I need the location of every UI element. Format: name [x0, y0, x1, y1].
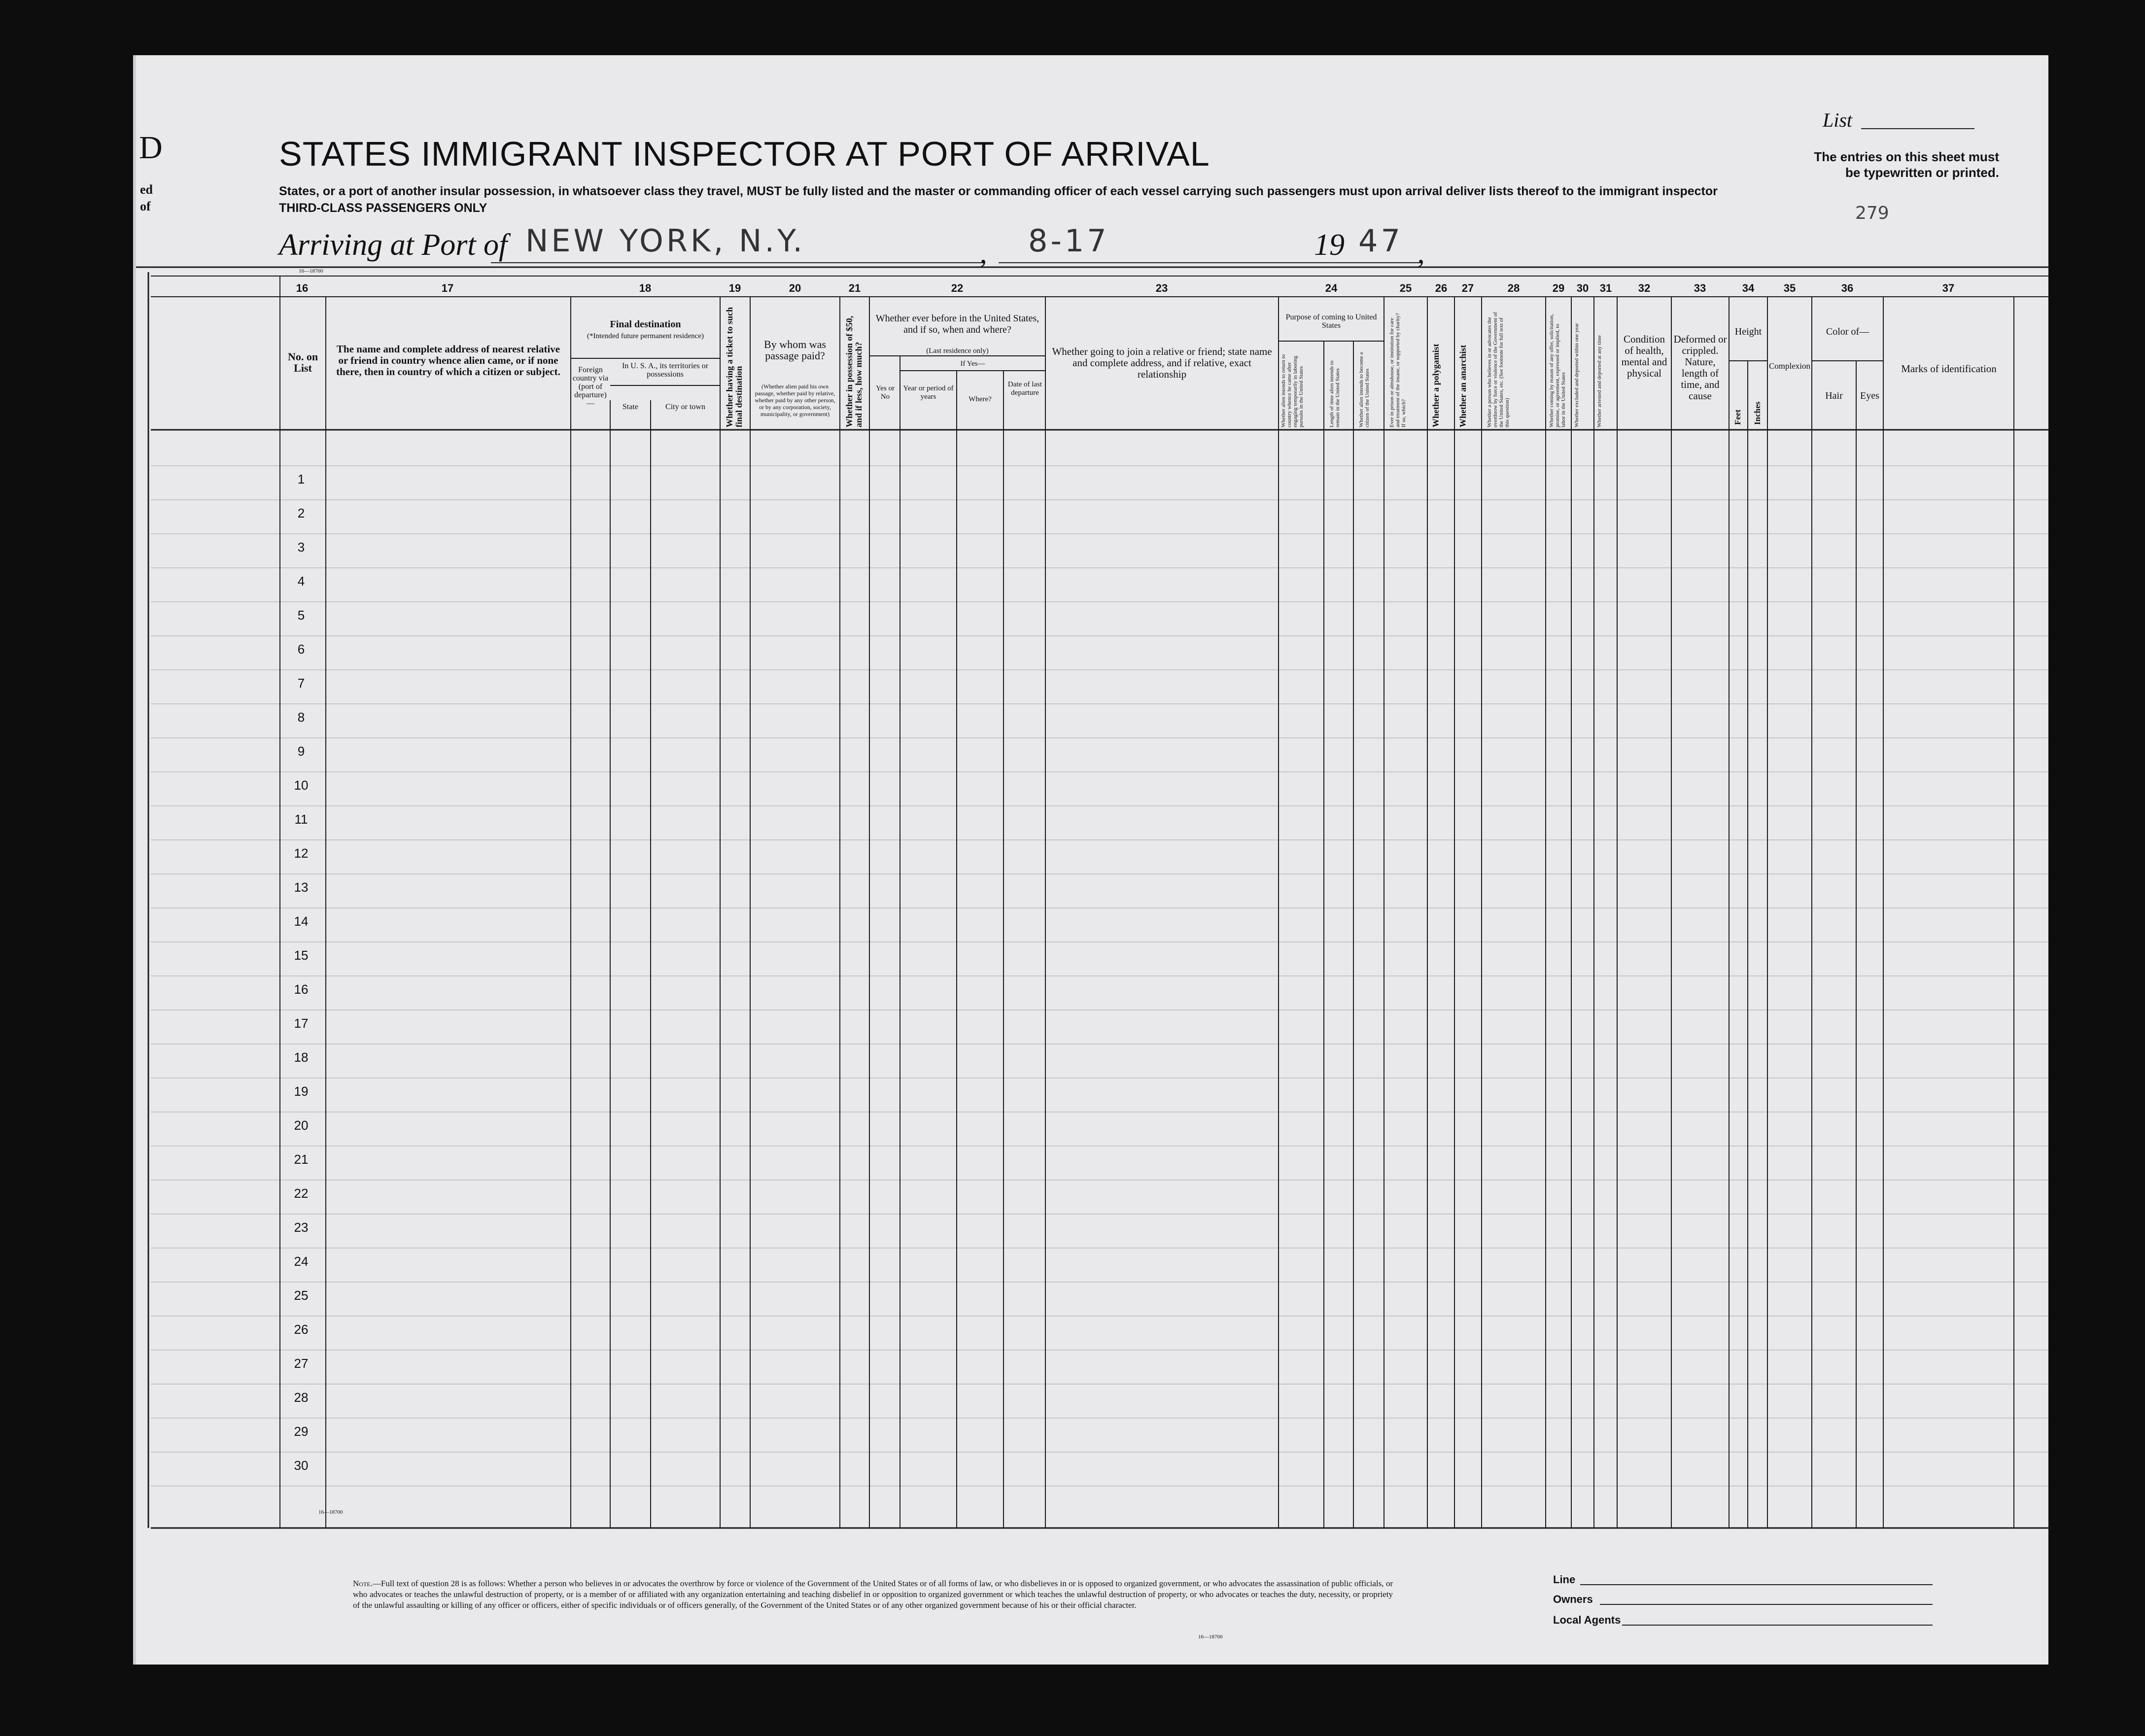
class-line: THIRD-CLASS PASSENGERS ONLY	[279, 201, 487, 215]
footnote-label: Note.	[353, 1579, 373, 1588]
agents-underline	[1622, 1625, 1933, 1626]
header-in-usa: In U. S. A., its territories or possessions	[622, 362, 709, 379]
port-handwritten: NEW YORK, N.Y.	[525, 223, 806, 259]
header-prison: Ever in prison or almshouse, or institution for care and treatment of the insane, or supported by charity? If so, which?	[1389, 313, 1407, 427]
row-number: 10	[294, 778, 309, 793]
col-number: 22	[951, 282, 964, 294]
comma: ,	[1418, 237, 1425, 269]
col-number: 35	[1783, 282, 1796, 294]
form-code-top: 16—18700	[299, 268, 323, 274]
row-number: 11	[294, 812, 308, 827]
row-number: 21	[294, 1152, 309, 1167]
header-if-yes: If Yes—	[960, 360, 985, 368]
header-passage-paid: By whom was passage paid?	[764, 338, 826, 362]
col-number: 21	[848, 282, 861, 294]
sheet-number: 279	[1855, 203, 1889, 223]
row-number: 1	[297, 472, 305, 486]
form-code-bottom: 16—18700	[318, 1509, 343, 1515]
entries-note-line: The entries on this sheet must	[1814, 149, 1999, 164]
header-final-destination-note: (*Intended future permanent residence)	[587, 332, 704, 340]
header-date-departure: Date of last departure	[1007, 381, 1042, 397]
header-fifty-dollars: Whether in possession of $50, and if less, how much?	[844, 315, 864, 427]
line-underline	[1580, 1584, 1933, 1585]
footnote-text: —Full text of question 28 is as follows: Whether a person who believes in or advocates the overthrow by force or violence of the Government of the United States or of all forms of law, or who disbelieves in or is opposed to organized government, or who advocates the assassination of public officials, or who advocates or teaches the unlawful destruction of property, or is a member of or affiliated with any organization entertaining and teaching disbelief in or opposition to organized government or which teaches the unlawful destruction of property, or who advocates or teaches the duty, necessity, or propriety of the unlawful assaulting or killing of any officer or officers, either of specific individuals or of officers generally, of the Government of the United States or of any other organized government because of his or their official character.	[353, 1579, 1393, 1610]
header-purpose-return: Whether alien intends to return to country whence he came after engaging temporarily in laboring pursuits in the United States	[1280, 354, 1304, 427]
row-number: 8	[297, 710, 305, 725]
header-polygamist: Whether a polygamist	[1431, 344, 1441, 427]
col-number: 29	[1552, 282, 1565, 294]
header-ticket: Whether having a ticket to such final destination	[725, 307, 744, 427]
header-complexion: Complexion	[1768, 361, 1811, 371]
col-number: 26	[1435, 282, 1448, 294]
header-marks: Marks of identification	[1901, 363, 1997, 375]
header-deformed: Deformed or crippled. Nature, length of time, and cause	[1673, 333, 1727, 402]
col-number: 28	[1507, 282, 1520, 294]
year-handwritten: 47	[1358, 223, 1403, 259]
row-number: 16	[294, 982, 309, 997]
col-number: 20	[789, 282, 801, 294]
col-number: 31	[1599, 282, 1612, 294]
header-q30: Whether excluded and deported within one year	[1574, 323, 1580, 427]
header-hair: Hair	[1825, 390, 1843, 401]
col-number: 30	[1576, 282, 1589, 294]
row-number: 24	[294, 1254, 309, 1269]
header-purpose-length: Length of time alien intends to remain in the United States	[1329, 360, 1341, 427]
margin-fragment: ed	[140, 182, 153, 197]
header-last-residence: (Last residence only)	[926, 347, 989, 355]
header-ever-before: Whether ever before in the United States, and if so, when and where?	[875, 313, 1039, 335]
header-purpose: Purpose of coming to United States	[1285, 313, 1377, 330]
line-label: Line	[1553, 1573, 1576, 1586]
row-number: 4	[297, 574, 305, 589]
row-number: 3	[297, 540, 305, 555]
header-inches: Inches	[1753, 401, 1762, 425]
comma: ,	[980, 237, 987, 269]
header-feet: Feet	[1733, 409, 1742, 425]
header-where: Where?	[969, 395, 992, 403]
col-number: 16	[296, 282, 309, 294]
header-eyes: Eyes	[1860, 390, 1879, 401]
footnote	[353, 1578, 1393, 1611]
row-number: 26	[294, 1322, 309, 1337]
row-number: 13	[294, 880, 309, 895]
header-foreign-country: Foreign country via (port of departure)—	[572, 366, 609, 408]
header-q29: Whether coming by reason of any offer, solicitation, promise, or agreement, expressed or implied, to labor in the United States	[1549, 314, 1566, 427]
col-number: 33	[1694, 282, 1706, 294]
row-number: 7	[297, 676, 305, 691]
header-no-on-list: No. on List	[287, 350, 318, 374]
header-city: City or town	[665, 403, 705, 411]
entries-note-line: be typewritten or printed.	[1845, 165, 1999, 180]
col-number: 34	[1742, 282, 1755, 294]
col-number: 24	[1325, 282, 1338, 294]
header-purpose-citizen: Whether alien intends to become a citizen of the United States	[1358, 352, 1370, 427]
manifest-sheet	[133, 55, 2048, 1665]
col-number: 23	[1155, 282, 1168, 294]
header-height: Height	[1734, 326, 1762, 337]
col-number: 17	[441, 282, 454, 294]
header-state: State	[623, 403, 638, 411]
header-years: Year or period of years	[903, 384, 954, 401]
row-number: 25	[294, 1288, 309, 1303]
row-number: 27	[294, 1356, 309, 1371]
margin-fragment: D	[139, 130, 163, 166]
row-number: 28	[294, 1390, 309, 1405]
owners-label: Owners	[1553, 1593, 1593, 1605]
col-number: 27	[1461, 282, 1474, 294]
date-handwritten: 8-17	[1028, 223, 1109, 259]
col-number: 25	[1399, 282, 1412, 294]
arriving-label: Arriving at Port of	[279, 228, 508, 262]
row-number: 19	[294, 1084, 309, 1099]
header-q31: Whether arrested and deported at any time	[1596, 335, 1602, 427]
margin-fragment: of	[140, 199, 151, 213]
header-passage-note: (Whether alien paid his own passage, whether paid by relative, whether paid by any other person, or by any corporation, society, municipality, or government)	[755, 383, 835, 417]
row-number: 30	[294, 1458, 309, 1473]
row-number: 18	[294, 1050, 309, 1065]
row-number: 15	[294, 948, 309, 963]
row-number: 23	[294, 1220, 309, 1235]
row-number: 9	[297, 744, 305, 759]
col-number: 32	[1638, 282, 1651, 294]
list-label: List	[1823, 109, 1853, 131]
row-number: 22	[294, 1186, 309, 1201]
header-yes-no: Yes or No	[875, 384, 895, 401]
header-join-relative: Whether going to join a relative or friend; state name and complete address, and if relative, exact relationship	[1052, 346, 1272, 380]
header-nearest-relative: The name and complete address of nearest relative or friend in country whence alien came, or if none there, then in country of which a citizen or subject.	[336, 343, 560, 378]
form-title: STATES IMMIGRANT INSPECTOR AT PORT OF ARRIVAL	[279, 135, 1210, 173]
footnote-form-code: 16—18700	[1198, 1634, 1223, 1640]
row-number: 20	[294, 1118, 309, 1133]
form-subtitle: States, or a port of another insular possession, in whatsoever class they travel, MUST be fully listed and the master or commanding officer of each vessel carrying such passengers must upon arrival deliver lists thereof to the immigrant inspector	[279, 184, 1718, 198]
local-agents-label: Local Agents	[1553, 1614, 1621, 1626]
header-health: Condition of health, mental and physical	[1621, 333, 1667, 379]
header-color-of: Color of—	[1826, 326, 1869, 337]
row-number: 14	[294, 914, 309, 929]
col-number: 36	[1841, 282, 1854, 294]
row-number: 2	[297, 506, 305, 521]
year-prefix: 19	[1314, 228, 1345, 262]
row-number: 17	[294, 1016, 309, 1031]
row-number: 12	[294, 846, 309, 861]
header-q28: Whether a person who believes in or advocates the overthrow by force or violence of the Government of the United States, etc. (See footnote for full text of this question)	[1487, 312, 1510, 427]
row-number: 29	[294, 1424, 309, 1439]
col-number: 37	[1942, 282, 1955, 294]
row-number: 5	[297, 608, 305, 623]
col-number: 19	[728, 282, 741, 294]
owners-underline	[1600, 1604, 1933, 1605]
col-number: 18	[639, 282, 652, 294]
manifest-grid	[136, 55, 2048, 1665]
row-number: 6	[297, 642, 305, 657]
header-anarchist: Whether an anarchist	[1458, 345, 1468, 427]
ruled-lines	[151, 466, 2048, 1486]
header-final-destination: Final destination	[610, 319, 681, 330]
